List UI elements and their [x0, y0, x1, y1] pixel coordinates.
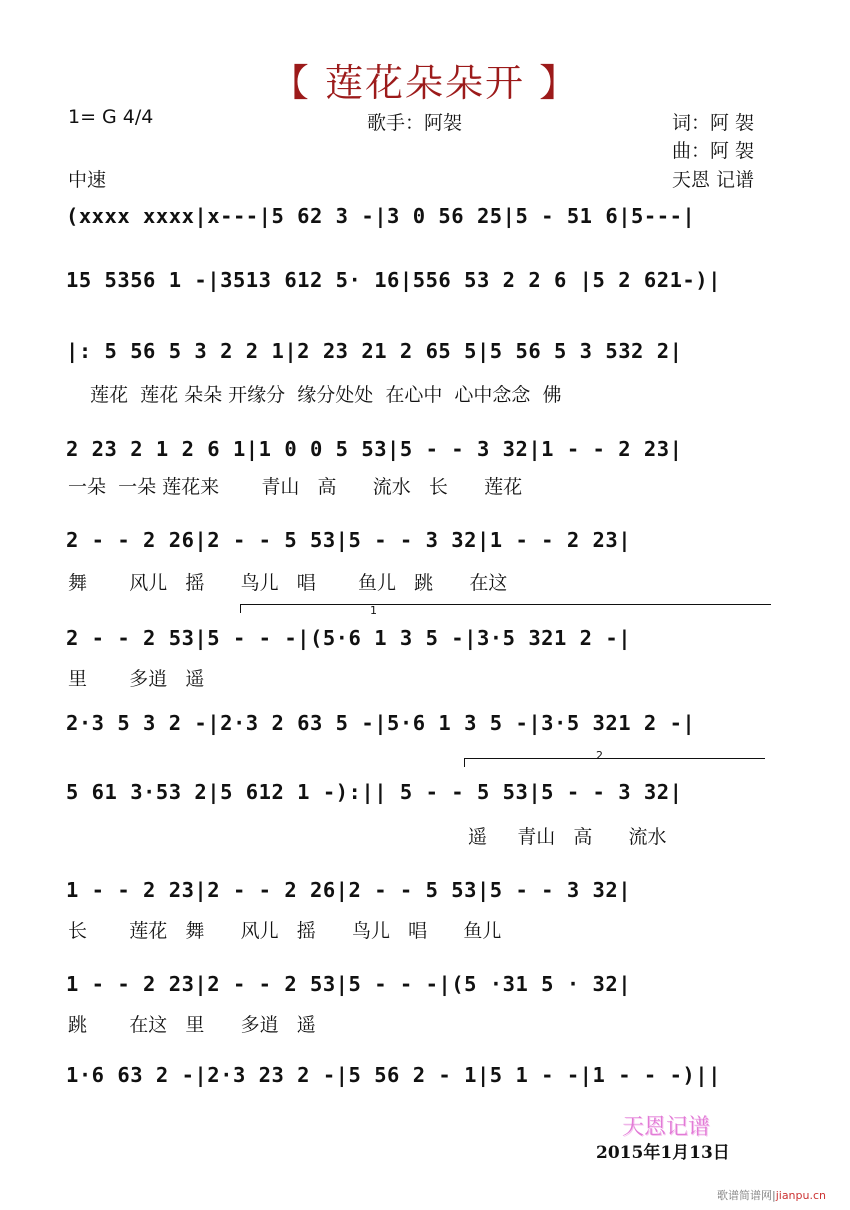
second-ending-number: 2 — [596, 749, 603, 762]
lyric-line-4: 里 多逍 遥 — [68, 668, 205, 690]
lyric-line-6: 长 莲花 舞 风儿 摇 鸟儿 唱 鱼儿 — [68, 920, 502, 942]
second-ending-bracket — [464, 758, 765, 767]
notation-line-1: (xxxx xxxx|x---|5 62 3 -|3 0 56 25|5 - 51 6|5---| — [66, 204, 696, 228]
transcription-date: 2015年1月13日 — [596, 1143, 730, 1163]
notation-line-3: |: 5 56 5 3 2 2 1|2 23 21 2 65 5|5 56 5 3 532 2| — [66, 339, 683, 363]
notation-line-8: 5 61 3·53 2|5 612 1 -):|| 5 - - 5 53|5 - - 3 32| — [66, 780, 683, 804]
notation-line-7: 2·3 5 3 2 -|2·3 2 63 5 -|5·6 1 3 5 -|3·5 321 2 -| — [66, 711, 696, 735]
notation-line-2: 15 5356 1 -|3513 612 5· 16|556 53 2 2 6 |5 2 621-)| — [66, 268, 721, 292]
notation-line-10: 1 - - 2 23|2 - - 2 53|5 - - -|(5 ·31 5 · 32| — [66, 972, 632, 996]
lyric-line-3: 舞 风儿 摇 鸟儿 唱 鱼儿 跳 在这 — [68, 572, 508, 594]
lyric-line-5: 遥 青山 高 流水 — [468, 826, 667, 848]
first-ending-number: 1 — [370, 604, 377, 617]
site-watermark — [717, 1187, 826, 1203]
watermark-text: 歌谱简谱网| — [716, 1189, 776, 1202]
tempo-marking: 中速 — [68, 169, 107, 191]
lyricist-credit: 词：阿 袈 — [672, 112, 755, 134]
song-title: 【 莲花朵朵开 】 — [270, 61, 580, 105]
lyric-line-2: 一朵 一朵 莲花来 青山 高 流水 长 莲花 — [68, 476, 523, 498]
first-ending-bracket — [240, 604, 771, 613]
singer-credit: 歌手：阿袈 — [367, 112, 463, 134]
key-signature: 1= G 4/4 — [68, 106, 154, 128]
notation-line-6: 2 - - 2 53|5 - - -|(5·6 1 3 5 -|3·5 321 2 -| — [66, 626, 632, 650]
watermark-domain: jianpu.cn — [775, 1189, 826, 1202]
composer-credit: 曲：阿 袈 — [672, 140, 755, 162]
transcriber-stamp: 天恩记谱 — [622, 1115, 711, 1140]
transcriber-credit: 天恩 记谱 — [672, 169, 755, 191]
lyric-line-7: 跳 在这 里 多逍 遥 — [68, 1014, 316, 1036]
notation-line-4: 2 23 2 1 2 6 1|1 0 0 5 53|5 - - 3 32|1 - - 2 23| — [66, 437, 683, 461]
lyric-line-1: 莲花 莲花 朵朵 开缘分 缘分处处 在心中 心中念念 佛 — [90, 384, 562, 406]
notation-line-5: 2 - - 2 26|2 - - 5 53|5 - - 3 32|1 - - 2 23| — [66, 528, 632, 552]
notation-line-9: 1 - - 2 23|2 - - 2 26|2 - - 5 53|5 - - 3 32| — [66, 878, 632, 902]
notation-line-11: 1·6 63 2 -|2·3 23 2 -|5 56 2 - 1|5 1 - -|1 - - -)|| — [66, 1063, 721, 1087]
